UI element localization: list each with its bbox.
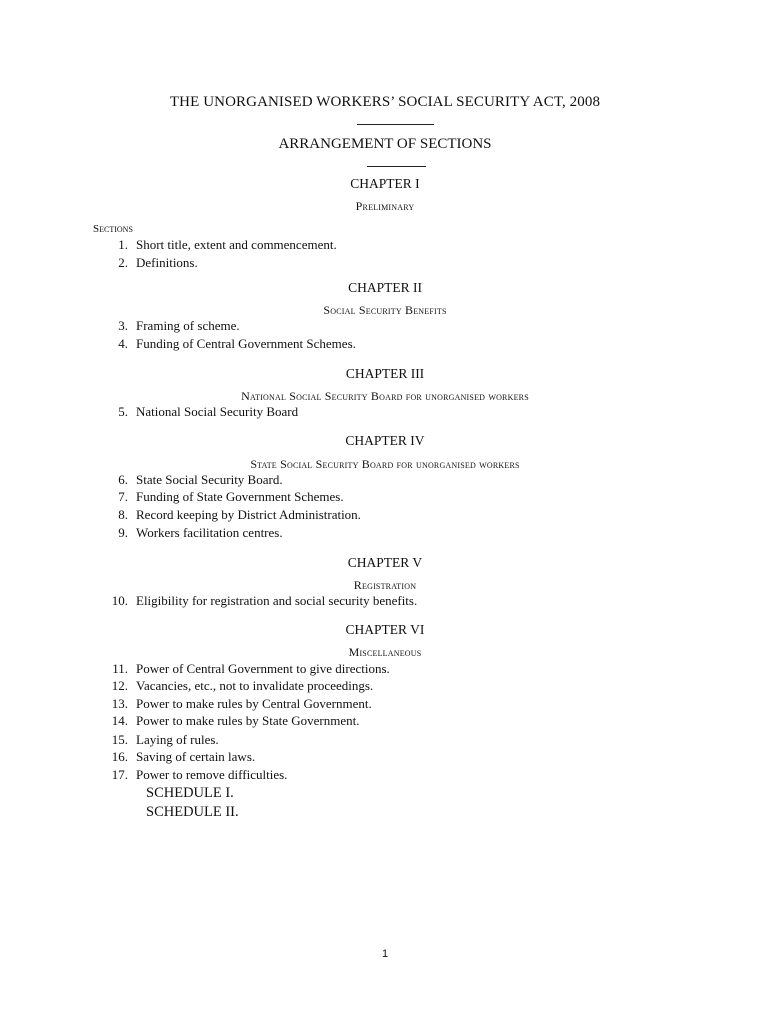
chapter-subheading: Social Security Benefits: [323, 303, 447, 317]
subtitle-divider: [367, 166, 426, 167]
document-title: THE UNORGANISED WORKERS’ SOCIAL SECURITY ACT, 2008: [169, 94, 601, 110]
section-number: 7.: [118, 489, 128, 504]
chapter-heading: CHAPTER IV: [345, 433, 425, 448]
section-text: Power of Central Government to give directions.: [136, 661, 390, 676]
chapter-heading: CHAPTER VI: [345, 622, 425, 637]
chapter-subheading: Registration: [353, 578, 417, 592]
section-number: 13.: [111, 696, 128, 711]
chapter-subheading: Preliminary: [355, 199, 415, 213]
section-number: 9.: [118, 525, 128, 540]
chapter-heading: CHAPTER II: [348, 280, 422, 295]
section-number: 11.: [112, 661, 128, 676]
section-text: Framing of scheme.: [136, 318, 240, 333]
section-text: National Social Security Board: [136, 404, 299, 419]
document-subtitle: ARRANGEMENT OF SECTIONS: [278, 136, 492, 152]
section-text: Eligibility for registration and social security benefits.: [136, 593, 418, 608]
section-number: 2.: [118, 255, 128, 270]
section-text: Funding of State Government Schemes.: [136, 489, 344, 504]
section-text: Definitions.: [136, 255, 198, 270]
section-text: Vacancies, etc., not to invalidate proceedings.: [136, 678, 374, 693]
section-text: Saving of certain laws.: [136, 749, 256, 764]
chapter-heading: CHAPTER V: [347, 555, 423, 570]
section-text: State Social Security Board.: [136, 472, 283, 487]
chapter-heading: CHAPTER I: [350, 176, 420, 191]
section-text: Laying of rules.: [136, 732, 219, 747]
title-divider: [357, 124, 434, 125]
schedule-entry: SCHEDULE I.: [146, 785, 234, 801]
chapter-heading: CHAPTER III: [345, 366, 425, 381]
section-number: 12.: [111, 678, 128, 693]
section-text: Short title, extent and commencement.: [136, 237, 337, 252]
chapter-subheading: National Social Security Board for unorganised workers: [241, 389, 529, 403]
section-number: 8.: [118, 507, 128, 522]
section-number: 10.: [111, 593, 128, 608]
section-text: Funding of Central Government Schemes.: [136, 336, 356, 351]
section-text: Power to make rules by Central Government.: [136, 696, 372, 711]
section-number: 17.: [111, 767, 128, 782]
chapter-subheading: State Social Security Board for unorganised workers: [250, 457, 520, 471]
section-text: Power to remove difficulties.: [136, 767, 288, 782]
chapter-subheading: Miscellaneous: [348, 645, 422, 659]
section-number: 3.: [118, 318, 128, 333]
section-text: Power to make rules by State Government.: [136, 713, 360, 728]
section-text: Workers facilitation centres.: [136, 525, 283, 540]
section-number: 16.: [111, 749, 128, 764]
sections-label: Sections: [93, 223, 133, 235]
section-number: 5.: [118, 404, 128, 419]
schedule-entry: SCHEDULE II.: [146, 804, 239, 820]
section-number: 4.: [118, 336, 128, 351]
section-number: 15.: [111, 732, 128, 747]
section-number: 14.: [111, 713, 128, 728]
section-number: 1.: [118, 237, 128, 252]
section-text: Record keeping by District Administration.: [136, 507, 361, 522]
page-number: 1: [381, 948, 389, 960]
section-number: 6.: [118, 472, 128, 487]
